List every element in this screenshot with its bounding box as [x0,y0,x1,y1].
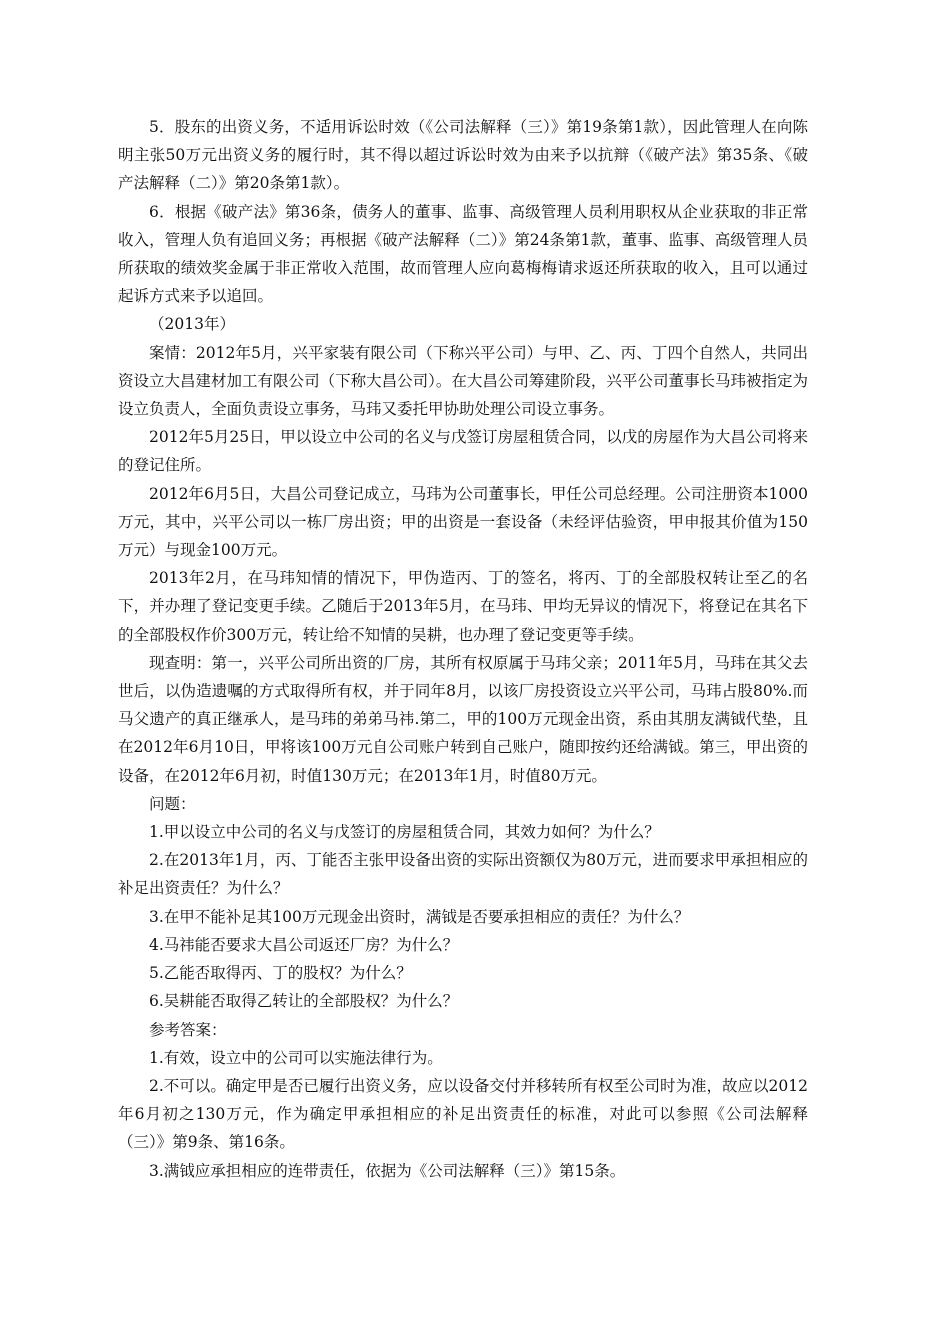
paragraph-case-facts: 案情：2012年5月，兴平家装有限公司（下称兴平公司）与甲、乙、丙、丁四个自然人，共同出资设立大昌建材加工有限公司（下称大昌公司）。在大昌公司筹建阶段，兴平公司董事长马玮被指定为设立负责人，全面负责设立事务，马玮又委托甲协助处理公司设立事务。 [118,343,808,419]
question-4: 4.马祎能否要求大昌公司返还厂房？为什么？ [149,935,459,954]
question-1: 1.甲以设立中公司的名义与戊签订的房屋租赁合同，其效力如何？为什么？ [149,823,660,842]
paragraph-answer-6-prev: 6．根据《破产法》第36条，债务人的董事、监事、高级管理人员利用职权从企业获取的非正常收入，管理人负有追回义务；再根据《破产法解释（二）》第24条第1款，董事、监事、高级管理人员所获取的绩效奖金属于非正常收入范围，故而管理人应向葛梅梅请求返还所获取的收入，且可以通过起诉方式来予以追回。 [118,202,808,306]
paragraph-answer-5-prev: 5．股东的出资义务，不适用诉讼时效（《公司法解释（三）》第19条第1款），因此管理人在向陈明主张50万元出资义务的履行时，其不得以超过诉讼时效为由来予以抗辩（《破产法》第35条、《破产法解释（二）》第20条第1款）。 [118,118,808,193]
answer-2: 2.不可以。确定甲是否已履行出资义务，应以设备交付并移转所有权至公司时为准，故应以2012年6月初之130万元，作为确定甲承担相应的补足出资责任的标准，对此可以参照《公司法解释（三）》第9条、第16条。 [118,1076,808,1152]
question-5: 5.乙能否取得丙、丁的股权？为什么？ [149,964,412,983]
paragraph-findings: 现查明：第一，兴平公司所出资的厂房，其所有权原属于马玮父亲；2011年5月，马玮在其父去世后，以伪造遗嘱的方式取得所有权，并于同年8月，以该厂房投资设立兴平公司，马玮占股80%.而马父遗产的真正继承人，是马玮的弟弟马祎.第二，甲的100万元现金出资，系由其朋友满钺代垫，且在2012年6月10日，甲将该100万元自公司账户转到自己账户，随即按约还给满钺。第三，甲出资的设备，在2012年6月初，时值130万元；在2013年1月，时值80万元。 [118,653,808,785]
paragraph-answers-heading: 参考答案： [149,1020,227,1039]
paragraph-equity-transfer: 2013年2月，在马玮知情的情况下，甲伪造丙、丁的签名，将丙、丁的全部股权转让至乙的名下，并办理了登记变更手续。乙随后于2013年5月，在马玮、甲均无异议的情况下，将登记在其名下的全部股权作价300万元，转让给不知情的吴耕，也办理了登记变更等手续。 [118,569,808,644]
question-2: 2.在2013年1月，丙、丁能否主张甲设备出资的实际出资额仅为80万元，进而要求甲承担相应的补足出资责任？为什么？ [118,851,808,898]
answer-3: 3.满钺应承担相应的连带责任，依据为《公司法解释（三）》第15条。 [149,1161,626,1180]
question-6: 6.吴耕能否取得乙转让的全部股权？为什么？ [149,992,459,1011]
document-body [118,113,808,1185]
paragraph-company-registration: 2012年6月5日，大昌公司登记成立，马玮为公司董事长，甲任公司总经理。公司注册资本1000万元，其中，兴平公司以一栋厂房出资；甲的出资是一套设备（未经评估验资，甲申报其价值为150万元）与现金100万元。 [118,484,808,560]
paragraph-year: （2013年） [149,315,235,334]
paragraph-questions-heading: 问题： [149,794,196,813]
paragraph-lease-contract: 2012年5月25日，甲以设立中公司的名义与戊签订房屋租赁合同，以戊的房屋作为大昌公司将来的登记住所。 [118,428,808,475]
answer-1: 1.有效，设立中的公司可以实施法律行为。 [149,1048,443,1067]
question-3: 3.在甲不能补足其100万元现金出资时，满钺是否要承担相应的责任？为什么？ [149,907,690,926]
